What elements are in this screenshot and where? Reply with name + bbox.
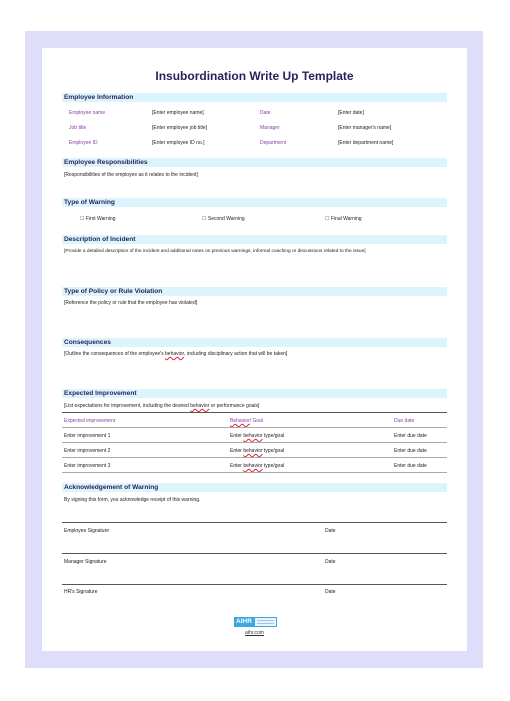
field-job-title[interactable]: [Enter employee job title] — [152, 125, 208, 131]
table-rule — [62, 442, 447, 443]
consequences-text[interactable] — [64, 351, 287, 357]
spellcheck-word: behavior — [243, 463, 263, 469]
table-rule — [62, 472, 447, 473]
col-due-date: Due date — [394, 418, 415, 424]
table-row-goal[interactable] — [230, 448, 284, 454]
logo-tagline-icon — [254, 617, 277, 627]
text-part: Enter — [230, 448, 244, 454]
checkbox-final-warning[interactable] — [325, 216, 362, 222]
signature-line — [62, 553, 447, 554]
table-row-goal[interactable] — [230, 463, 284, 469]
section-type-of-warning: Type of Warning — [62, 198, 447, 207]
field-department[interactable]: [Enter department name] — [338, 140, 394, 146]
field-employee-id[interactable]: [Enter employee ID no.] — [152, 140, 205, 146]
label-department: Department — [260, 140, 287, 146]
section-description-of-incident: Description of Incident — [62, 235, 447, 244]
text-part: Enter — [230, 433, 244, 439]
label-employee-id: Employee ID — [69, 140, 98, 146]
text-part: type/goal — [262, 463, 285, 469]
aihr-logo — [234, 617, 282, 627]
table-row-goal[interactable] — [230, 433, 284, 439]
section-employee-responsibilities: Employee Responsibilities — [62, 158, 447, 167]
employee-signature-label[interactable]: Employee Signature — [64, 528, 110, 534]
checkbox-icon: ☐ — [202, 216, 207, 222]
spellcheck-word: Behavior — [230, 418, 250, 424]
text-part: / Goal — [249, 418, 264, 424]
spellcheck-word: behavior — [190, 403, 210, 409]
text-part: [Outline the consequences of the employee's — [64, 351, 166, 357]
field-manager[interactable]: [Enter manager's name] — [338, 125, 392, 131]
label-employee-name: Employee name — [69, 110, 106, 116]
label-manager: Manager — [260, 125, 280, 131]
text-part: or performance goals] — [209, 403, 260, 409]
spellcheck-word: behavior — [243, 448, 263, 454]
table-row-item[interactable]: Enter improvement 2 — [64, 448, 111, 454]
checkbox-label: Final Warning — [330, 216, 362, 222]
field-employee-name[interactable]: [Enter employee name] — [152, 110, 204, 116]
col-behavior-goal — [230, 418, 263, 424]
table-row-item[interactable]: Enter improvement 1 — [64, 433, 111, 439]
checkbox-second-warning[interactable] — [202, 216, 245, 222]
label-date: Date — [260, 110, 271, 116]
text-part: type/goal — [262, 433, 285, 439]
text-part: [List expectations for improvement, including the desired — [64, 403, 191, 409]
table-row-due[interactable]: Enter due date — [394, 433, 427, 439]
document-title: Insubordination Write Up Template — [155, 69, 354, 83]
checkbox-label: Second Warning — [207, 216, 245, 222]
section-consequences: Consequences — [62, 338, 447, 347]
text-part: Enter — [230, 463, 244, 469]
checkbox-label: First Warning — [85, 216, 116, 222]
acknowledgement-text: By signing this form, you acknowledge receipt of this warning. — [64, 497, 201, 503]
section-policy-violation: Type of Policy or Rule Violation — [62, 287, 447, 296]
logo-mark: AIHR — [234, 617, 254, 627]
responsibilities-text[interactable]: [Responsibilities of the employee as it relates to the incident] — [64, 172, 198, 178]
checkbox-icon: ☐ — [325, 216, 330, 222]
signature-line — [62, 522, 447, 523]
footer-url-link[interactable] — [42, 630, 467, 636]
table-row-due[interactable]: Enter due date — [394, 463, 427, 469]
section-acknowledgement: Acknowledgement of Warning — [62, 483, 447, 492]
text-part: , including disciplinary action that will be taken] — [183, 351, 288, 357]
checkbox-first-warning[interactable] — [80, 216, 115, 222]
manager-signature-date[interactable]: Date — [325, 559, 336, 565]
section-expected-improvement: Expected Improvement — [62, 389, 447, 398]
checkbox-icon: ☐ — [80, 216, 85, 222]
spellcheck-word: behavior — [243, 433, 263, 439]
table-row-item[interactable]: Enter improvement 3 — [64, 463, 111, 469]
col-expected-improvement: Expected improvement — [64, 418, 116, 424]
signature-line — [62, 584, 447, 585]
section-employee-information: Employee Information — [62, 93, 447, 102]
spellcheck-word: behavior — [165, 351, 184, 357]
label-job-title: Job title — [69, 125, 87, 131]
hr-signature-label[interactable]: HR's Signature — [64, 589, 98, 595]
incident-text[interactable]: [Provide a detailed description of the incident and additional notes on previous warnings, informal coaching or discussions related to the issue] — [64, 249, 366, 254]
table-rule — [62, 457, 447, 458]
employee-signature-date[interactable]: Date — [325, 528, 336, 534]
text-part: type/goal — [262, 448, 285, 454]
policy-text[interactable]: [Reference the policy or rule that the employee has violated] — [64, 300, 198, 306]
table-rule — [62, 427, 447, 428]
field-date[interactable]: [Enter date] — [338, 110, 364, 116]
manager-signature-label[interactable]: Manager Signature — [64, 559, 107, 565]
table-row-due[interactable]: Enter due date — [394, 448, 427, 454]
footer-url[interactable]: aihr.com — [245, 630, 264, 636]
hr-signature-date[interactable]: Date — [325, 589, 336, 595]
improvement-text[interactable] — [64, 403, 259, 409]
table-top-rule — [62, 412, 447, 413]
document-page — [42, 48, 467, 651]
